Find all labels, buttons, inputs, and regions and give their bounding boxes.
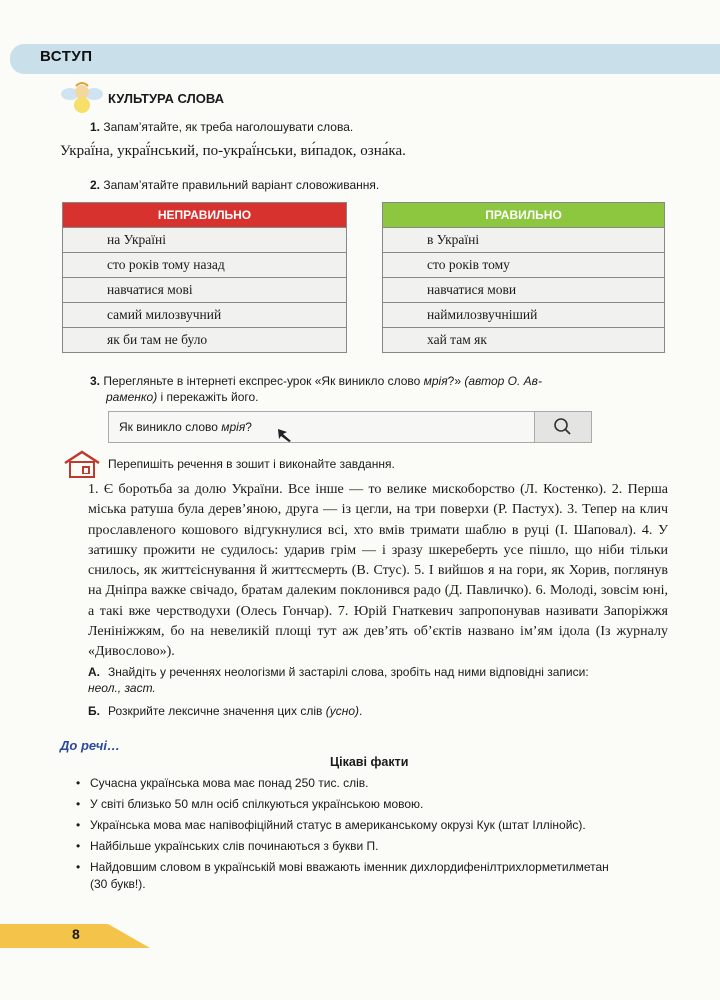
search-text-em: мрія [221,420,246,434]
task-text-em: мрія [423,374,448,388]
task-text: Знайдіть у реченнях неологізми й застарілі слова, зробіть над ними відповідні записи: [108,665,589,679]
section-title: КУЛЬТУРА СЛОВА [108,91,224,106]
task-number: 3. [90,374,101,388]
task-3 [90,373,630,405]
right-row: хай там як [383,328,665,353]
header-bar [10,44,720,74]
right-table [382,202,665,353]
list-item: • Найдовшим словом в українській мові вважають іменник дихлордифенілтрихлорметилметан (30 букв!). [70,859,610,893]
task-text: Розкрийте лексичне значення цих слів [108,704,326,718]
facts-title: Цікаві факти [330,755,409,769]
list-item: • Сучасна українська мова має понад 250 тис. слів. [70,775,610,792]
wrong-row: як би там не було [63,328,347,353]
task-1 [90,120,353,134]
wrong-row: навчатися мові [63,278,347,303]
task-author: (автор О. Ав- [464,374,542,388]
list-item: • Найбільше українських слів починаються з букви П. [70,838,610,855]
home-task-icon [62,449,102,479]
list-item: • У світі близько 50 млн осіб спілкуються українською мовою. [70,796,610,813]
task-label: А. [88,665,100,679]
search-text: Як виникло слово [119,420,222,434]
search-text: ? [245,420,252,434]
search-button[interactable] [534,412,591,442]
task-label: Б. [88,704,100,718]
stressed-words: Украї́на, украї́нський, по-украї́нськи, ви́падок, озна́ка. [60,143,406,159]
task-text-em: неол., заст. [88,681,156,695]
list-item: • Українська мова має напівофіційний статус в американському окрузі Кук (штат Іллінойс). [70,817,610,834]
task-number: 1. [90,120,101,134]
task-a [88,664,608,696]
right-header: ПРАВИЛЬНО [383,203,665,228]
cursor-arrow-icon [277,428,295,442]
task-text: Запам’ятайте, як треба наголошувати слова. [103,120,354,134]
task-2 [90,178,379,192]
angel-icon [60,80,104,114]
right-row: сто років тому [383,253,665,278]
task-b [88,704,362,718]
chapter-title: ВСТУП [40,48,93,65]
wrong-header: НЕПРАВИЛЬНО [63,203,347,228]
exercise-paragraph: 1. Є боротьба за долю України. Все інше — то велике мискоборство (Л. Костенко). 2. Перша міська ратуша була дерев’яною, друга — із цегли, на три поверхи (Р. Пастух). 3. Тепер на клич прославленого кошового відгукнулися всі, хто вмів тримати шаблю в руці (І. Шаповал). 4. У затишку прожити не судилось: ударив грім — і зразу шкереберть усе пішло, що ніби тільки снилось, як життєіснування й життєсмерть (В. Стус). 5. І вийшов я на гори, як Хорив, поглянув на Дніпра важке свічадо, братам далеким поклонився радо (Д. Павличко). 6. Молоді, зовсім юні, а такі вже черстводухи (Олесь Гончар). 7. Юрій Гнаткевич запропонував називати Запоріжжя Ленініжжям, бо на невеликій площі тут аж дев’ять об’єктів названо ім’ям ідола (Із журналу «Дивослово»). [88,482,668,660]
task-text: . [359,704,363,718]
task-text: Перегляньте в інтернеті експрес-урок «Як виникло слово [103,374,424,388]
task-text-em: (усно) [325,704,359,718]
search-input[interactable] [119,420,252,434]
wrong-row: на Україні [63,228,347,253]
wrong-row: самий милозвучний [63,303,347,328]
wrong-table [62,202,347,353]
by-the-way-heading: До речі… [60,738,120,753]
search-box[interactable] [108,411,592,443]
task-number: 2. [90,178,101,192]
task-text: Запам’ятайте правильний варіант словоживання. [103,178,380,192]
right-row: навчатися мови [383,278,665,303]
right-row: в Україні [383,228,665,253]
task-text: ?» [447,374,465,388]
homework-instruction: Перепишіть речення в зошит і виконайте завдання. [108,457,395,471]
right-row: наймилозвучніший [383,303,665,328]
task-text: і перекажіть його. [157,390,259,404]
search-icon [535,412,591,442]
wrong-row: сто років тому назад [63,253,347,278]
page-number: 8 [72,926,80,942]
facts-list [70,775,610,897]
task-author: раменко) [106,390,158,404]
